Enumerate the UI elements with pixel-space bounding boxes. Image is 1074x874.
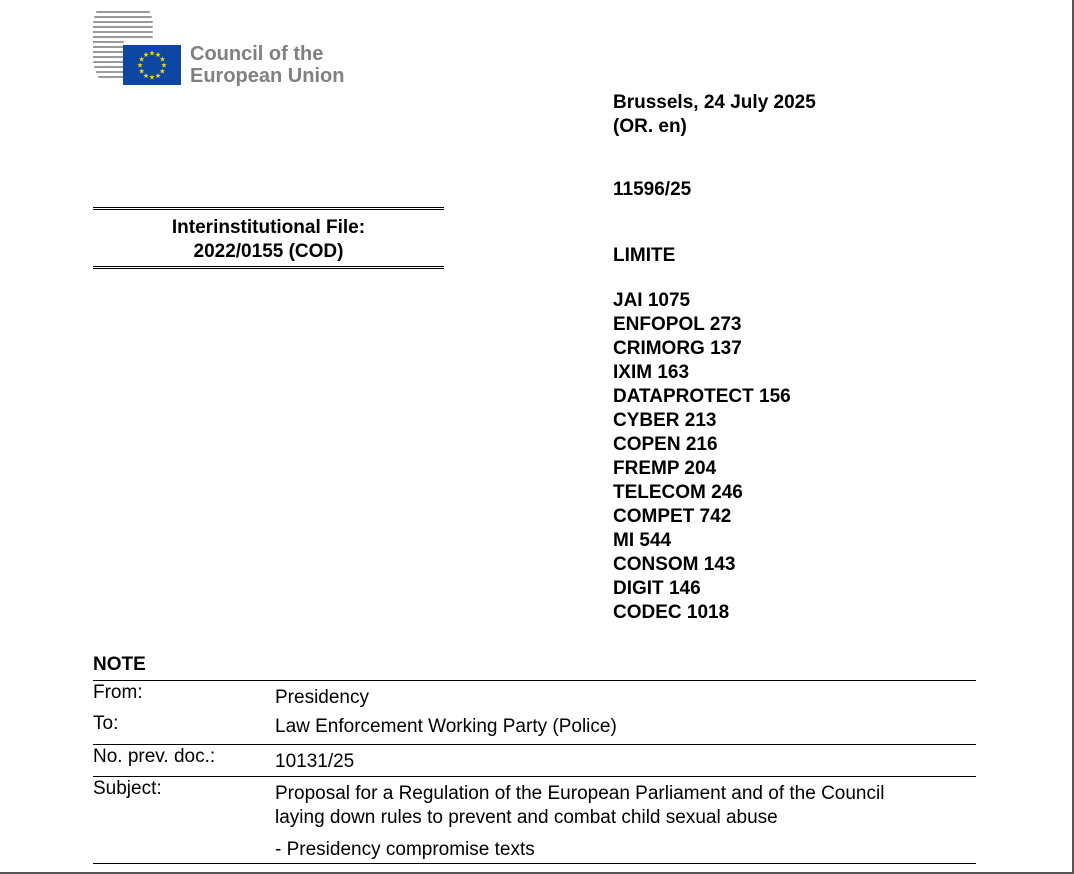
council-name [190, 43, 344, 87]
distribution-code: IXIM 163 [613, 362, 690, 383]
to-value: Law Enforcement Working Party (Police) [275, 716, 617, 737]
subject-line-2: laying down rules to prevent and combat child sexual abuse [275, 807, 778, 828]
eu-star-icon: ★ [154, 72, 162, 80]
distribution-code: CYBER 213 [613, 410, 717, 431]
distribution-code: CODEC 1018 [613, 602, 730, 623]
distribution-code: COPEN 216 [613, 434, 718, 455]
distribution-code: JAI 1075 [613, 290, 691, 311]
eu-star-icon: ★ [160, 62, 168, 70]
interinstitutional-value: 2022/0155 (COD) [193, 241, 344, 262]
eu-star-icon: ★ [159, 68, 166, 76]
interinstitutional-file [93, 207, 444, 269]
prev-doc-label: No. prev. doc.: [93, 746, 216, 767]
distribution-code: FREMP 204 [613, 458, 717, 479]
date-block [613, 91, 816, 139]
eu-star-icon: ★ [136, 62, 144, 70]
council-logo [93, 9, 393, 89]
subject-value [275, 782, 976, 862]
distribution-code: ENFOPOL 273 [613, 314, 742, 335]
original-language: (OR. en) [613, 116, 687, 137]
to-label: To: [93, 713, 119, 734]
distribution-code: CRIMORG 137 [613, 338, 742, 359]
note-row-prev-doc [93, 744, 976, 776]
subject-line-1: Proposal for a Regulation of the European Parliament and of the Council [275, 783, 885, 804]
distribution-code: DATAPROTECT 156 [613, 386, 791, 407]
distribution-codes [613, 289, 791, 625]
logo-line-2: European Union [190, 65, 345, 87]
prev-doc-value: 10131/25 [275, 751, 355, 772]
eu-star-icon: ★ [138, 56, 145, 64]
place-date: Brussels, 24 July 2025 [613, 92, 816, 113]
eu-star-icon: ★ [138, 68, 145, 76]
eu-star-icon: ★ [142, 52, 150, 60]
logo-line-1: Council of the [190, 43, 324, 65]
note-title: NOTE [93, 654, 146, 675]
distribution-code: TELECOM 246 [613, 482, 743, 503]
eu-flag-icon [123, 45, 181, 85]
note-row-subject [93, 776, 976, 864]
document-number [613, 178, 691, 202]
subject-line-3: - Presidency compromise texts [275, 839, 535, 860]
distribution-code: DIGIT 146 [613, 578, 701, 599]
note-table [93, 680, 976, 864]
eu-star-icon: ★ [142, 72, 150, 80]
eu-star-icon: ★ [159, 56, 166, 64]
document-number-text: 11596/25 [613, 179, 692, 200]
note-row-to [93, 712, 976, 744]
distribution-code: CONSOM 143 [613, 554, 736, 575]
distribution-code: COMPET 742 [613, 506, 732, 527]
interinstitutional-label: Interinstitutional File: [171, 217, 366, 238]
from-label: From: [93, 682, 143, 703]
subject-label: Subject: [93, 778, 162, 799]
eu-star-icon: ★ [154, 52, 162, 60]
eu-star-icon: ★ [148, 74, 156, 82]
from-value: Presidency [275, 687, 369, 708]
distribution-code: MI 544 [613, 530, 672, 551]
note-row-from [93, 680, 976, 712]
classification-text: LIMITE [613, 245, 676, 266]
classification [613, 244, 675, 268]
eu-star-icon: ★ [148, 50, 156, 58]
